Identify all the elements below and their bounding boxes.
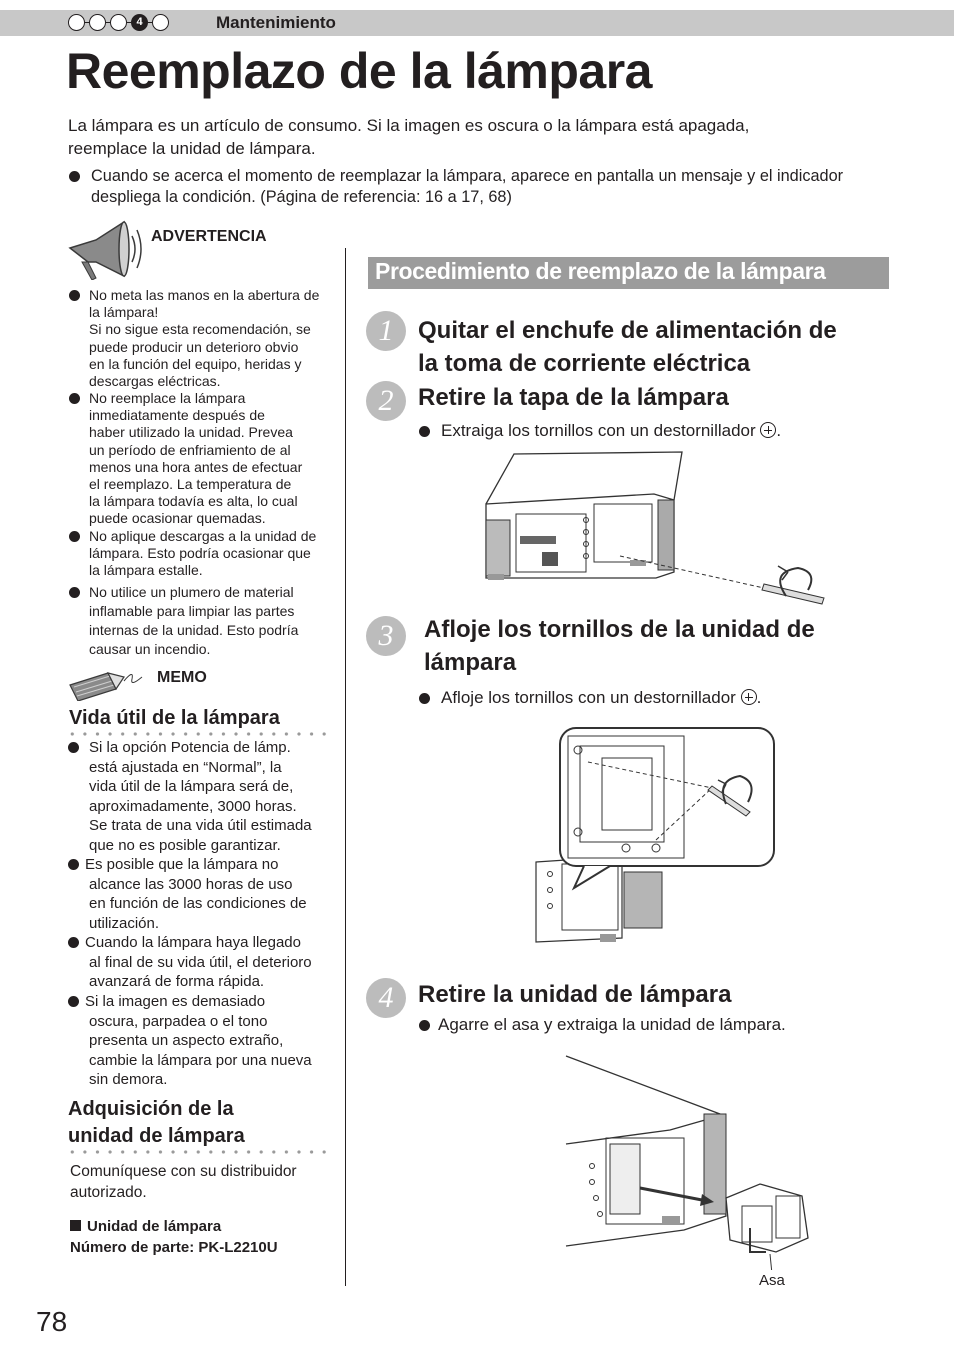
purchase-text-line: Comuníquese con su distribuidor [70, 1163, 297, 1180]
step-bullet [441, 420, 781, 442]
life-text: presenta un aspecto extraño, [89, 1032, 284, 1049]
warning-text: haber utilizado la unidad. Prevea [89, 424, 293, 441]
warning-text: lámpara. Esto podría ocasionar que [89, 545, 311, 562]
warning-text: puede producir un deterioro obvio [89, 338, 299, 355]
warning-text: No utilice un plumero de material [89, 584, 294, 600]
step-title-line: la toma de corriente eléctrica [418, 350, 751, 377]
bullet-icon [69, 393, 80, 404]
step-bullet: Agarre el asa y extraiga la unidad de lámpara. [438, 1015, 786, 1034]
warning-text: la lámpara todavía es alta, lo cual [89, 493, 298, 510]
warning-text: puede ocasionar quemadas. [89, 510, 266, 527]
step-title-line: Quitar el enchufe de alimentación de [418, 317, 837, 344]
step-title-line: lámpara [424, 649, 517, 676]
intro-bullet-line2 [91, 186, 512, 208]
step-title: Retire la tapa de la lámpara [418, 384, 729, 411]
life-text: Si la opción Potencia de lámp. [89, 739, 291, 756]
step-bullet [441, 687, 761, 709]
column-divider [345, 248, 346, 1286]
bullet-icon [69, 587, 80, 598]
bullet-icon [69, 531, 80, 542]
lamp-screws-illustration [526, 722, 776, 948]
purchase-text-line: autorizado. [70, 1184, 147, 1201]
life-text: está ajustada en “Normal”, la [89, 758, 282, 776]
warning-item [89, 287, 319, 390]
chapter-circle-active: 4 [131, 14, 148, 31]
life-text: Es posible que la lámpara no [85, 856, 279, 873]
step-number: 4 [366, 978, 406, 1018]
warning-label: ADVERTENCIA [151, 228, 267, 245]
step-title-line: Afloje los tornillos de la unidad de [424, 616, 815, 643]
warning-text: inmediatamente después de [89, 407, 265, 424]
intro-line: La lámpara es un artículo de consumo. Si la imagen es oscura o la lámpara está apagada, [68, 116, 750, 135]
step-number: 2 [366, 381, 406, 421]
life-text: Si la imagen es demasiado [85, 993, 266, 1010]
life-text: utilización. [89, 914, 160, 932]
purchase-heading [68, 1096, 245, 1150]
pencil-icon [68, 665, 148, 701]
life-text: Se trata de una vida útil estimada [89, 817, 312, 834]
bullet-icon [69, 290, 80, 301]
life-text: que no es posible garantizar. [89, 836, 281, 854]
life-text: alcance las 3000 horas de uso [89, 875, 293, 893]
life-item [85, 855, 307, 933]
warning-text: la lámpara estalle. [89, 562, 203, 579]
bullet-icon [68, 742, 79, 753]
step-bullet-text: Extraiga los tornillos con un destornillador [441, 421, 756, 440]
warning-item [89, 528, 316, 580]
warning-text: No meta las manos en la abertura de [89, 287, 320, 303]
step-bullet-text: Afloje los tornillos con un destornillador [441, 688, 736, 707]
life-item [85, 933, 312, 992]
chapter-circle [68, 14, 85, 31]
procedure-title: Procedimiento de reemplazo de la lámpara [375, 258, 826, 284]
life-text: oscura, parpadea o el tono [89, 1012, 268, 1030]
purchase-text [70, 1161, 297, 1203]
unit-label: Unidad de lámpara [87, 1218, 222, 1235]
dotted-divider [66, 732, 328, 736]
step-title [424, 613, 815, 679]
purchase-heading-line: Adquisición de la [68, 1098, 234, 1120]
bullet-icon [68, 996, 79, 1007]
section-label: Mantenimiento [216, 13, 336, 32]
projector-cover-illustration [424, 448, 834, 620]
life-heading: Vida útil de la lámpara [69, 707, 280, 729]
bullet-icon [68, 937, 79, 948]
life-text: cambie la lámpara por una nueva [89, 1051, 312, 1069]
purchase-heading-line: unidad de lámpara [68, 1125, 245, 1147]
life-text: vida útil de la lámpara será de, [89, 778, 294, 795]
warning-text: No aplique descargas a la unidad de [89, 528, 317, 544]
bullet-icon [419, 693, 430, 704]
warning-text: No reemplace la lámpara [89, 390, 246, 406]
warning-text: en la función del equipo, heridas y [89, 355, 302, 372]
life-text: Cuando la lámpara haya llegado [85, 934, 301, 951]
handle-label: Asa [759, 1272, 785, 1289]
step-bullet-end: . [776, 421, 782, 440]
warning-text: un período de enfriamiento de al [89, 441, 291, 458]
lamp-removal-illustration [430, 1048, 820, 1270]
warning-text: la lámpara! [89, 304, 159, 321]
phillips-screwdriver-icon [741, 689, 757, 705]
part-number: Número de parte: PK-L2210U [70, 1239, 278, 1256]
step-number: 3 [366, 616, 406, 656]
bullet-icon [69, 171, 80, 182]
warning-text: inflamable para limpiar las partes [89, 603, 295, 619]
bullet-icon [68, 859, 79, 870]
chapter-circle [110, 14, 127, 31]
warning-item [89, 583, 298, 659]
page-title: Reemplazo de la lámpara [66, 43, 652, 99]
warning-text: descargas eléctricas. [89, 373, 221, 390]
bullet-icon [419, 426, 430, 437]
phillips-screwdriver-icon [760, 422, 776, 438]
warning-text: menos una hora antes de efectuar [89, 458, 303, 475]
intro-bullet-text: despliega la condición. [91, 188, 256, 206]
step-number: 1 [366, 311, 406, 351]
chapter-circle [89, 14, 106, 31]
warning-text: causar un incendio. [89, 641, 211, 657]
warning-text: internas de la unidad. Esto podría [89, 622, 299, 638]
intro-line: reemplace la unidad de lámpara. [68, 139, 316, 158]
life-item [85, 992, 312, 1090]
bullet-icon [419, 1020, 430, 1031]
life-text: al final de su vida útil, el deterioro [89, 953, 312, 971]
life-text: sin demora. [89, 1071, 168, 1088]
life-item [89, 738, 312, 855]
intro-bullet-line: Cuando se acerca el momento de reemplazar la lámpara, aparece en pantalla un mensaje y el indicador [91, 167, 844, 185]
page-number: 78 [36, 1306, 68, 1337]
square-bullet-icon [70, 1220, 81, 1231]
dotted-divider [66, 1150, 328, 1154]
life-text: avanzará de forma rápida. [89, 973, 265, 990]
step-title [418, 314, 837, 380]
chapter-progress [68, 14, 169, 31]
warning-text: Si no sigue esta recomendación, se [89, 321, 311, 338]
chapter-circle [152, 14, 169, 31]
memo-label: MEMO [157, 669, 207, 686]
life-text: aproximadamente, 3000 horas. [89, 797, 297, 815]
warning-text: el reemplazo. La temperatura de [89, 476, 292, 493]
life-text: en función de las condiciones de [89, 895, 307, 912]
step-bullet-end: . [756, 688, 762, 707]
warning-item [89, 390, 302, 528]
page-reference: (Página de referencia: 16 a 17, 68) [255, 188, 512, 206]
megaphone-icon [66, 218, 146, 280]
step-title: Retire la unidad de lámpara [418, 981, 732, 1008]
